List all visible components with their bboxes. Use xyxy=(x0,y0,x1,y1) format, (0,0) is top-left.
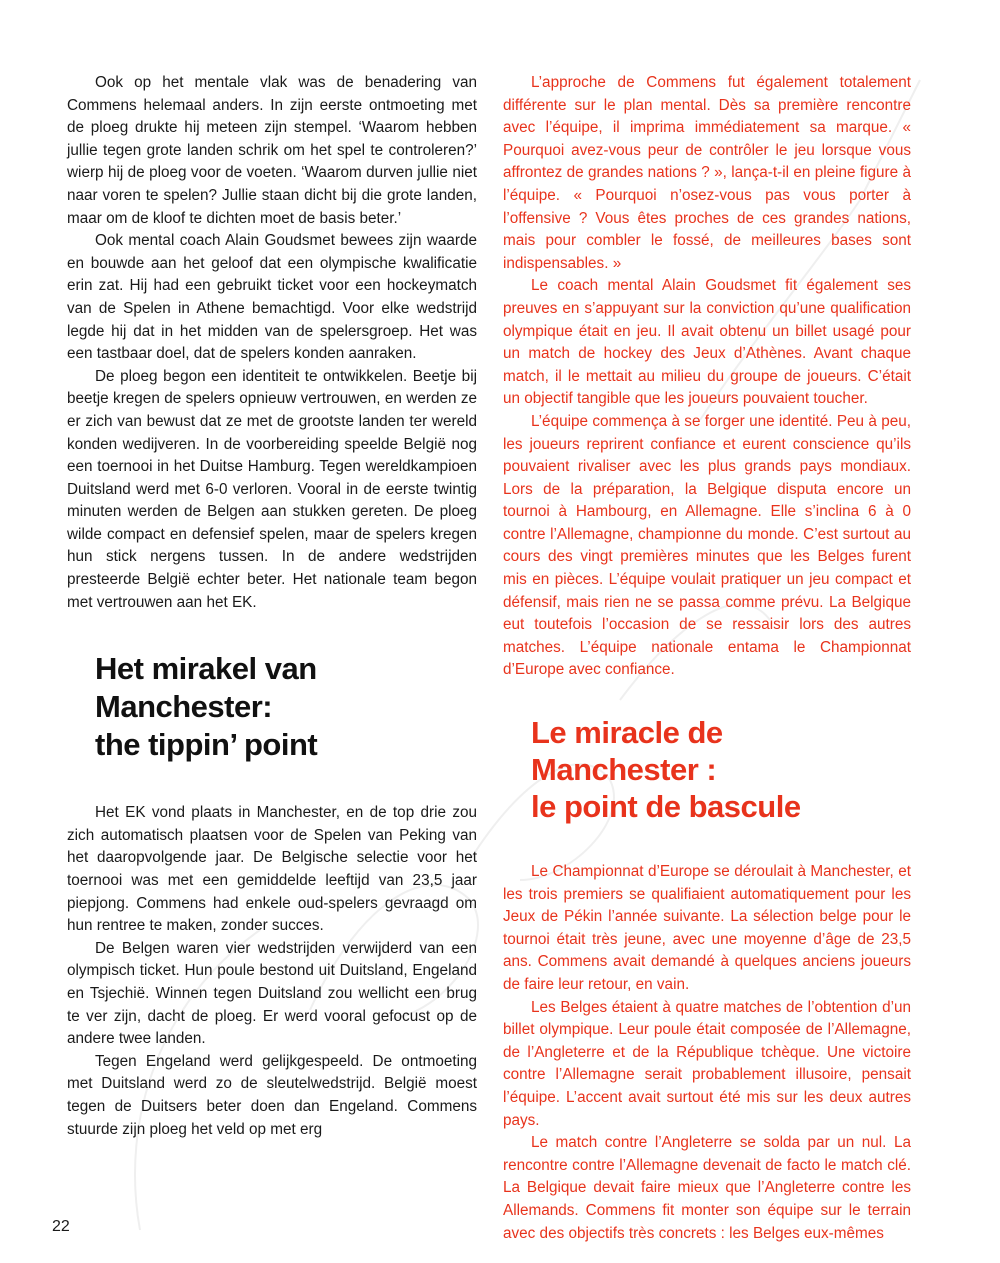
dutch-heading-line-1: Het mirakel van xyxy=(95,651,317,687)
dutch-paragraph-6: Tegen Engeland werd gelijkgespeeld. De ontmoeting met Duitsland werd zo de sleutelwedstrijd. België moest tegen de Duitsers beter doen dan Engeland. Commens stuurde zijn ploeg het veld op met erg xyxy=(67,1052,477,1138)
dutch-paragraph-3: De ploeg begon een identiteit te ontwikkelen. Beetje bij beetje kregen de spelers opnieuw vertrouwen, en werden ze er zich van bewust dat ze met de grootste landen ter wereld konden wedijveren. In de voorbereiding speelde België nog een toernooi in het Duitse Hamburg. Tegen wereldkampioen Duitsland werd met 6-0 verloren. Vooral in de eerste twintig minuten werden de Belgen aan stukken gereten. De ploeg wilde compact en defensief spelen, maar de spelers kregen hun stick nergens tussen. In de andere wedstrijden presteerde België echter beter. Het nationale team begon met vertrouwen aan het EK. xyxy=(67,367,477,611)
french-paragraph-6: Le match contre l’Angleterre se solda par un nul. La rencontre contre l’Allemagne devenait de facto le match clé. La Belgique devait faire mieux que l’Angleterre contre les Allemands. Commens fit monter son équipe sur le terrain avec des objectifs très concrets : les Belges eux-mêmes xyxy=(503,1134,911,1242)
french-heading-line-3: le point de bascule xyxy=(531,789,801,825)
dutch-paragraph-4: Het EK vond plaats in Manchester, en de top drie zou zich automatisch plaatsen voor de Spelen van Peking van het daaropvolgende jaar. De Belgische selectie voor het toernooi was met een gemiddelde leeftijd van 23,5 jaar piepjong. Commens had enkele oud-spelers gevraagd om hun rentree te maken, zonder succes. xyxy=(67,804,477,935)
french-paragraph-5: Les Belges étaient à quatre matches de l’obtention d’un billet olympique. Leur poule était composée de l’Allemagne, de l’Angleterre et de la République tchèque. Une victoire contre l’Allemagne serait probablement illusoire, pensait l’équipe. L’accent avait surtout été mis sur les deux autres pays. xyxy=(503,998,911,1129)
dutch-paragraph-5: De Belgen waren vier wedstrijden verwijderd van een olympisch ticket. Hun poule bestond uit Duitsland, Engeland en Tsjechië. Winnen tegen Duitsland zou wellicht een brug te ver zijn, dacht de ploeg. Er werd vooral gefocust op de andere twee landen. xyxy=(67,939,477,1048)
dutch-heading-line-3: the tippin’ point xyxy=(95,727,318,763)
french-column xyxy=(503,72,911,1245)
dutch-paragraph-1: Ook op het mentale vlak was de benadering van Commens helemaal anders. In zijn eerste ontmoeting met de ploeg drukte hij meteen zijn stempel. ‘Waarom hebben jullie tegen grote landen schrik om het spel te controleren?’ wierp hij de ploeg voor de voeten. ‘Waarom durven jullie niet naar voren te spelen? Jullie staan dicht bij die grote landen, maar om de kloof te dichten moet de basis beter.’ xyxy=(67,74,477,227)
french-heading-line-1: Le miracle de xyxy=(531,715,723,751)
french-section-heading xyxy=(531,714,911,825)
french-paragraph-1: L’approche de Commens fut également totalement différente sur le plan mental. Dès sa première rencontre avec l’équipe, il imprima immédiatement sa marque. « Pourquoi avez-vous peur de contrôler le jeu lorsque vous affrontez de grandes nations ? », lança-t-il en pleine figure à l’équipe. « Pourquoi n’osez-vous pas vous porter à l’offensive ? Vous êtes proches de ces grandes nations, mais pour combler le fossé, de meilleures bases sont indispensables. » xyxy=(503,74,911,272)
dutch-column xyxy=(67,72,477,1141)
dutch-section-heading xyxy=(95,650,477,764)
dutch-heading-line-2: Manchester: xyxy=(95,689,273,725)
page-number: 22 xyxy=(52,1218,70,1235)
french-paragraph-2: Le coach mental Alain Goudsmet fit également ses preuves en s’appuyant sur la conviction qu’une qualification olympique était en jeu. Il avait obtenu un billet usagé pour un match de hockey des Jeux d’Athènes. Avant chaque match, il le mettait au milieu du groupe de joueurs. C’était un objectif tangible que les joueurs pouvaient toucher. xyxy=(503,277,911,408)
french-heading-line-2: Manchester : xyxy=(531,752,717,788)
dutch-paragraph-2: Ook mental coach Alain Goudsmet bewees zijn waarde en bouwde aan het geloof dat een olympische kwalificatie erin zat. Hij had een gebruikt ticket voor een hockeymatch van de Spelen in Athene bemachtigd. Voor elke wedstrijd legde hij dat in het midden van de spelersgroep. Het was een tastbaar doel, dat de spelers konden aanraken. xyxy=(67,232,477,363)
french-paragraph-4: Le Championnat d’Europe se déroulait à Manchester, et les trois premiers se qualifiaient automatiquement pour les Jeux de Pékin l’année suivante. La sélection belge pour le tournoi était très jeune, avec une moyenne d’âge de 23,5 ans. Commens avait demandé à quelques anciens joueurs de faire leur retour, en vain. xyxy=(503,863,911,993)
french-paragraph-3: L’équipe commença à se forger une identité. Peu à peu, les joueurs reprirent confiance et eurent conscience qu’ils pouvaient rivaliser avec les plus grands pays mondiaux. Lors de la préparation, la Belgique disputa encore un tournoi à Hambourg, en Allemagne. Elle s’inclina 6 à 0 contre l’Allemagne, championne du monde. C’est surtout au cours des vingt premières minutes que les Belges furent mis en pièces. L’équipe voulait pratiquer un jeu compact et défensif, mais rien ne se passa comme prévu. La Belgique eut toutefois l’occasion de se ressaisir lors des autres matches. L’équipe nationale entama le Championnat d’Europe avec confiance. xyxy=(503,412,911,679)
